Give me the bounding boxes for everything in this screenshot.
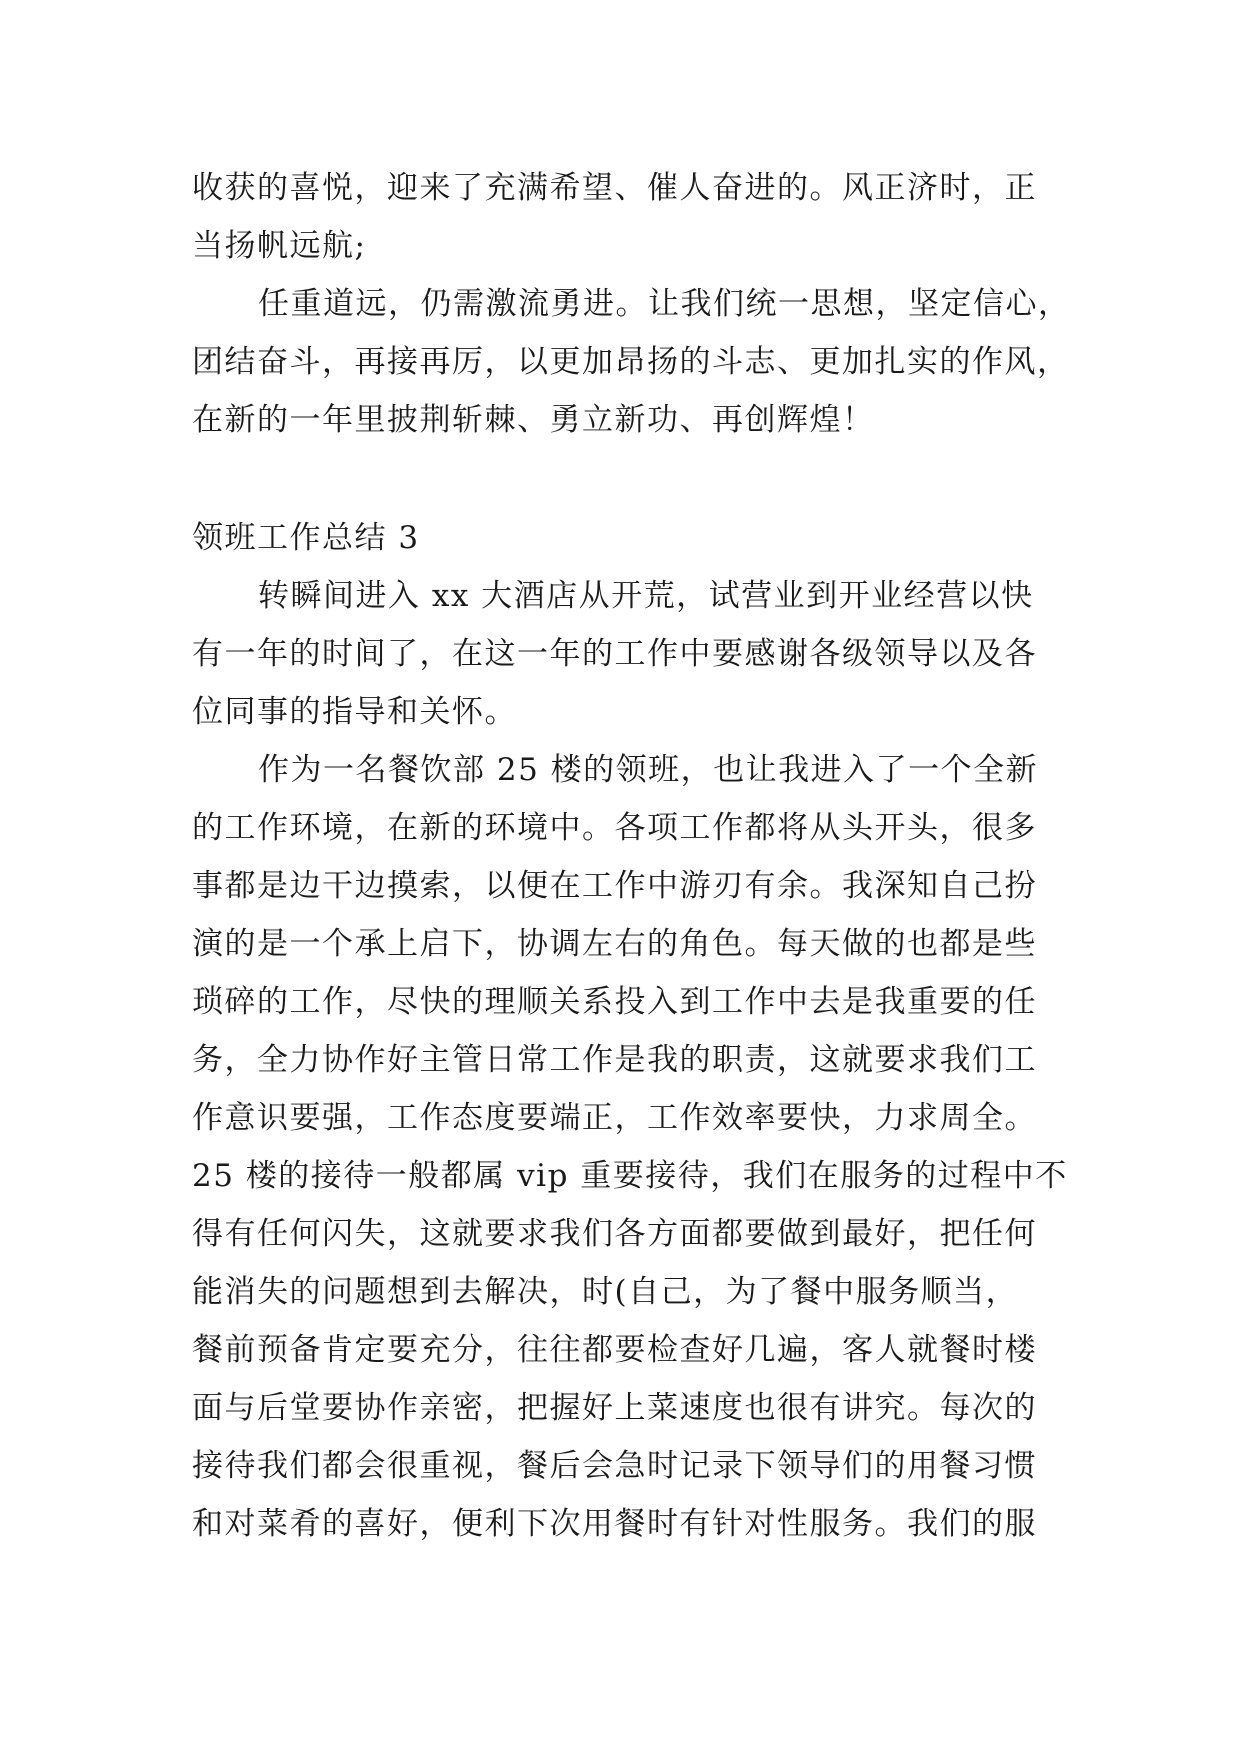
text-line: 团结奋斗，再接再厉，以更加昂扬的斗志、更加扎实的作风， xyxy=(192,344,1070,380)
text-line: 位同事的指导和关怀。 xyxy=(192,694,517,730)
text-line: 务，全力协作好主管日常工作是我的职责，这就要求我们工 xyxy=(192,1042,1037,1078)
paragraph-start-line: 转瞬间进入 xx 大酒店从开荒，试营业到开业经营以快 xyxy=(258,578,1034,614)
text-line: 当扬帆远航; xyxy=(192,228,367,264)
text-line: 面与后堂要协作亲密，把握好上菜速度也很有讲究。每次的 xyxy=(192,1390,1037,1426)
text-line: 餐前预备肯定要充分，往往都要检查好几遍，客人就餐时楼 xyxy=(192,1332,1037,1368)
text-line: 得有任何闪失，这就要求我们各方面都要做到最好，把任何 xyxy=(192,1216,1037,1252)
text-line: 和对菜肴的喜好，便利下次用餐时有针对性服务。我们的服 xyxy=(192,1506,1037,1542)
text-line: 接待我们都会很重视，餐后会急时记录下领导们的用餐习惯 xyxy=(192,1448,1037,1484)
text-line: 的工作环境，在新的环境中。各项工作都将从头开头，很多 xyxy=(192,810,1037,846)
text-line: 作意识要强，工作态度要端正，工作效率要快，力求周全。 xyxy=(192,1100,1037,1136)
paragraph-start-line: 作为一名餐饮部 25 楼的领班，也让我进入了一个全新 xyxy=(258,752,1039,788)
text-line: 琐碎的工作，尽快的理顺关系投入到工作中去是我重要的任 xyxy=(192,984,1037,1020)
text-line: 有一年的时间了，在这一年的工作中要感谢各级领导以及各 xyxy=(192,636,1037,672)
paragraph-start-line: 任重道远，仍需激流勇进。让我们统一思想，坚定信心， xyxy=(258,286,1071,322)
text-line: 能消失的问题想到去解决，时(自己，为了餐中服务顺当， xyxy=(192,1274,1019,1310)
section-heading: 领班工作总结 3 xyxy=(192,520,420,556)
text-line: 收获的喜悦，迎来了充满希望、催人奋进的。风正济时，正 xyxy=(192,170,1037,206)
text-line: 在新的一年里披荆斩棘、勇立新功、再创辉煌！ xyxy=(192,402,875,438)
text-line: 演的是一个承上启下，协调左右的角色。每天做的也都是些 xyxy=(192,926,1037,962)
text-line: 25 楼的接待一般都属 vip 重要接待，我们在服务的过程中不 xyxy=(192,1158,1068,1194)
text-line: 事都是边干边摸索，以便在工作中游刃有余。我深知自己扮 xyxy=(192,868,1037,904)
